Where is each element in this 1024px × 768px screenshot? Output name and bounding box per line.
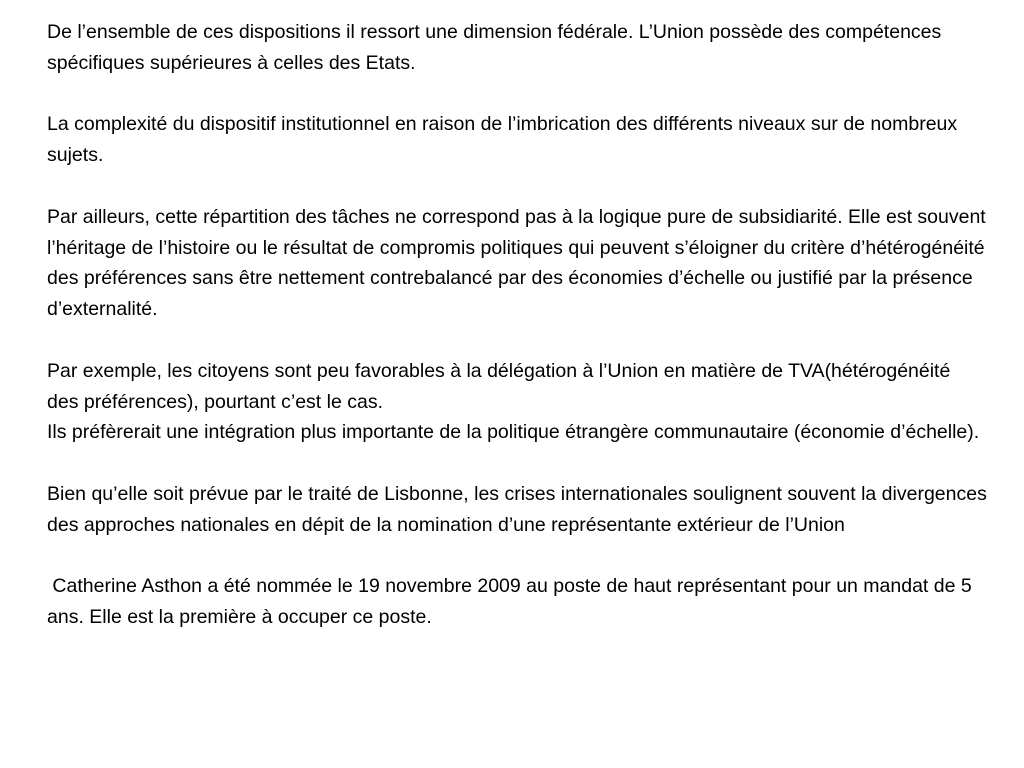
paragraph-subsidiarity: Par ailleurs, cette répartition des tâches ne correspond pas à la logique pure de subsidiarité. Elle est souvent l’héritage de l’histoire ou le résultat de compromis politiques qui peuvent s’éloigner du critère d’hétérogénéité des préférences sans être nettement contrebalancé par des économies d’échelle ou justifié par la présence d’externalité. bbox=[47, 205, 986, 321]
paragraph-complexity: La complexité du dispositif institutionnel en raison de l’imbrication des différents niveaux sur de nombreux sujets. bbox=[47, 113, 958, 167]
paragraph-federal-dimension: De l’ensemble de ces dispositions il ressort une dimension fédérale. L’Union possède des compétences spécifiques supérieures à celles des Etats. bbox=[47, 21, 942, 74]
paragraph-catherine-ashton: Catherine Asthon a été nommée le 19 novembre 2009 au poste de haut représentant pour un mandat de 5 ans. Elle est la première à occuper ce poste. bbox=[47, 575, 978, 629]
paragraph-foreign-policy: Ils préfèrerait une intégration plus importante de la politique étrangère communautaire (économie d’échelle). bbox=[47, 421, 980, 444]
paragraph-lisbon-treaty: Bien qu’elle soit prévue par le traité de Lisbonne, les crises internationales soulignent souvent la divergences des approches nationales en dépit de la nomination d’une représentante extérieur de l’Union bbox=[47, 482, 987, 536]
paragraph-example-tva: Par exemple, les citoyens sont peu favorables à la délégation à l’Union en matière de TVA(hétérogénéité des préférences), pourtant c’est le cas. bbox=[47, 359, 951, 413]
slide-body bbox=[47, 17, 987, 633]
